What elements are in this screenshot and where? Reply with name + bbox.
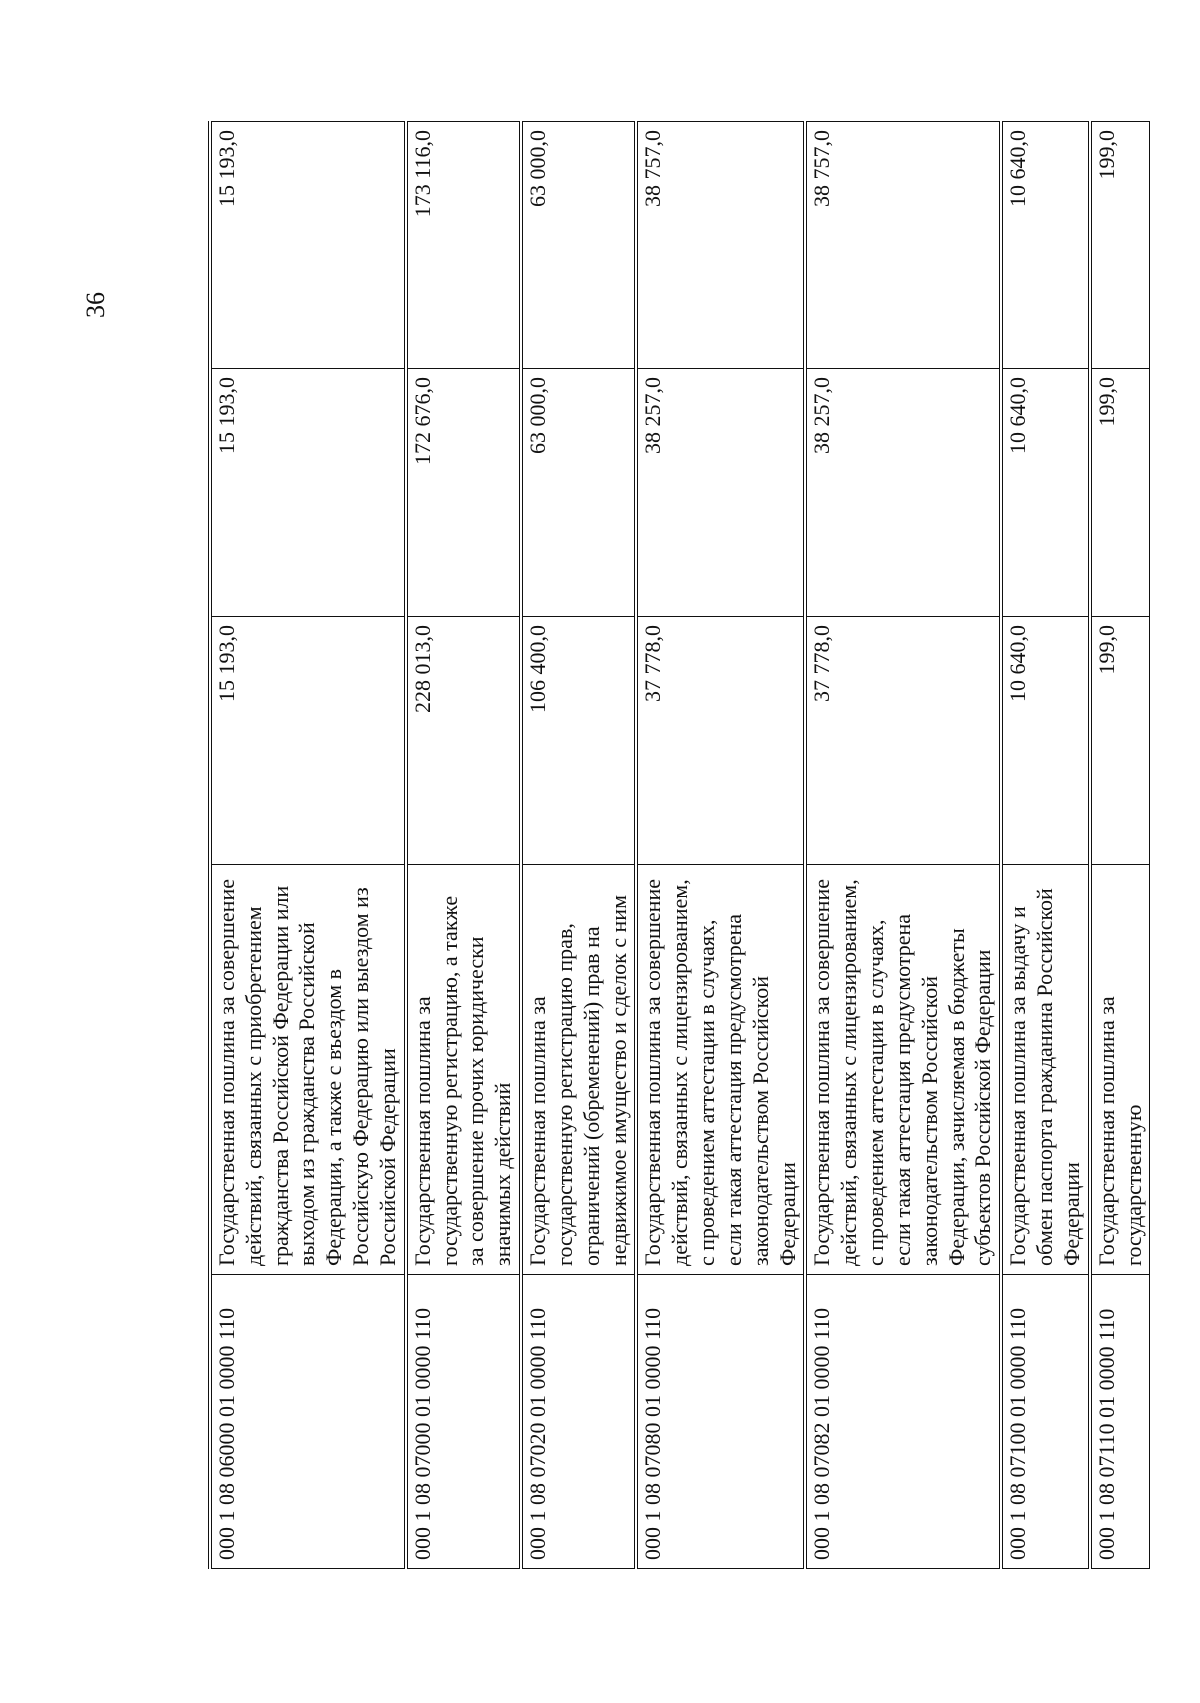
amount-col-1: 228 013,0 [406,617,521,865]
kbk-code: 000 1 08 06000 01 0000 110 [210,1275,406,1569]
amount-col-2: 10 640,0 [1001,369,1089,617]
revenue-name: Государственная пошлина за совершение действий, связанных с лицензированием, с проведением аттестации в случаях, если такая аттестация предусмотрена законодательством Российской Федерации [636,865,805,1275]
revenue-name: Государственная пошлина за совершение действий, связанных с лицензированием, с проведением аттестации в случаях, если такая аттестация предусмотрена законодательством Российской Федерации, зачисляемая в бюджеты субъектов Российской Федерации [805,865,1001,1275]
amount-col-3: 199,0 [1090,122,1150,369]
revenue-name: Государственная пошлина за выдачу и обмен паспорта гражданина Российской Федерации [1001,865,1089,1275]
table-row [1090,122,1150,1569]
amount-col-3: 10 640,0 [1001,122,1089,369]
kbk-code: 000 1 08 07020 01 0000 110 [521,1275,636,1569]
amount-col-2: 199,0 [1090,369,1150,617]
kbk-code: 000 1 08 07100 01 0000 110 [1001,1275,1089,1569]
budget-table [208,121,1150,1569]
kbk-code: 000 1 08 07080 01 0000 110 [636,1275,805,1569]
amount-col-2: 38 257,0 [636,369,805,617]
amount-col-1: 106 400,0 [521,617,636,865]
amount-col-3: 173 116,0 [406,122,521,369]
table-row [406,122,521,1569]
amount-col-1: 199,0 [1090,617,1150,865]
revenue-name: Государственная пошлина за государственную регистрацию, а также за совершение прочих юридически значимых действий [406,865,521,1275]
revenue-name: Государственная пошлина за государственную [1090,865,1150,1275]
amount-col-3: 38 757,0 [636,122,805,369]
amount-col-2: 15 193,0 [210,369,406,617]
amount-col-3: 63 000,0 [521,122,636,369]
page-number: 36 [81,292,110,318]
kbk-code: 000 1 08 07082 01 0000 110 [805,1275,1001,1569]
amount-col-1: 15 193,0 [210,617,406,865]
table-row [1001,122,1089,1569]
table-row [521,122,636,1569]
revenue-name: Государственная пошлина за совершение действий, связанных с приобретением гражданства Российской Федерации или выходом из гражданства Российской Федерации, а также с въездом в Российскую Федерацию или выездом из Российской Федерации [210,865,406,1275]
amount-col-1: 10 640,0 [1001,617,1089,865]
amount-col-2: 172 676,0 [406,369,521,617]
amount-col-2: 38 257,0 [805,369,1001,617]
table-row [636,122,805,1569]
table-row [805,122,1001,1569]
kbk-code: 000 1 08 07110 01 0000 110 [1090,1275,1150,1569]
revenue-name: Государственная пошлина за государственную регистрацию прав, ограничений (обременений) прав на недвижимое имущество и сделок с ним [521,865,636,1275]
table-row [210,122,406,1569]
rotated-table-frame [208,122,1146,1569]
amount-col-2: 63 000,0 [521,369,636,617]
kbk-code: 000 1 08 07000 01 0000 110 [406,1275,521,1569]
amount-col-3: 15 193,0 [210,122,406,369]
amount-col-1: 37 778,0 [805,617,1001,865]
amount-col-3: 38 757,0 [805,122,1001,369]
amount-col-1: 37 778,0 [636,617,805,865]
